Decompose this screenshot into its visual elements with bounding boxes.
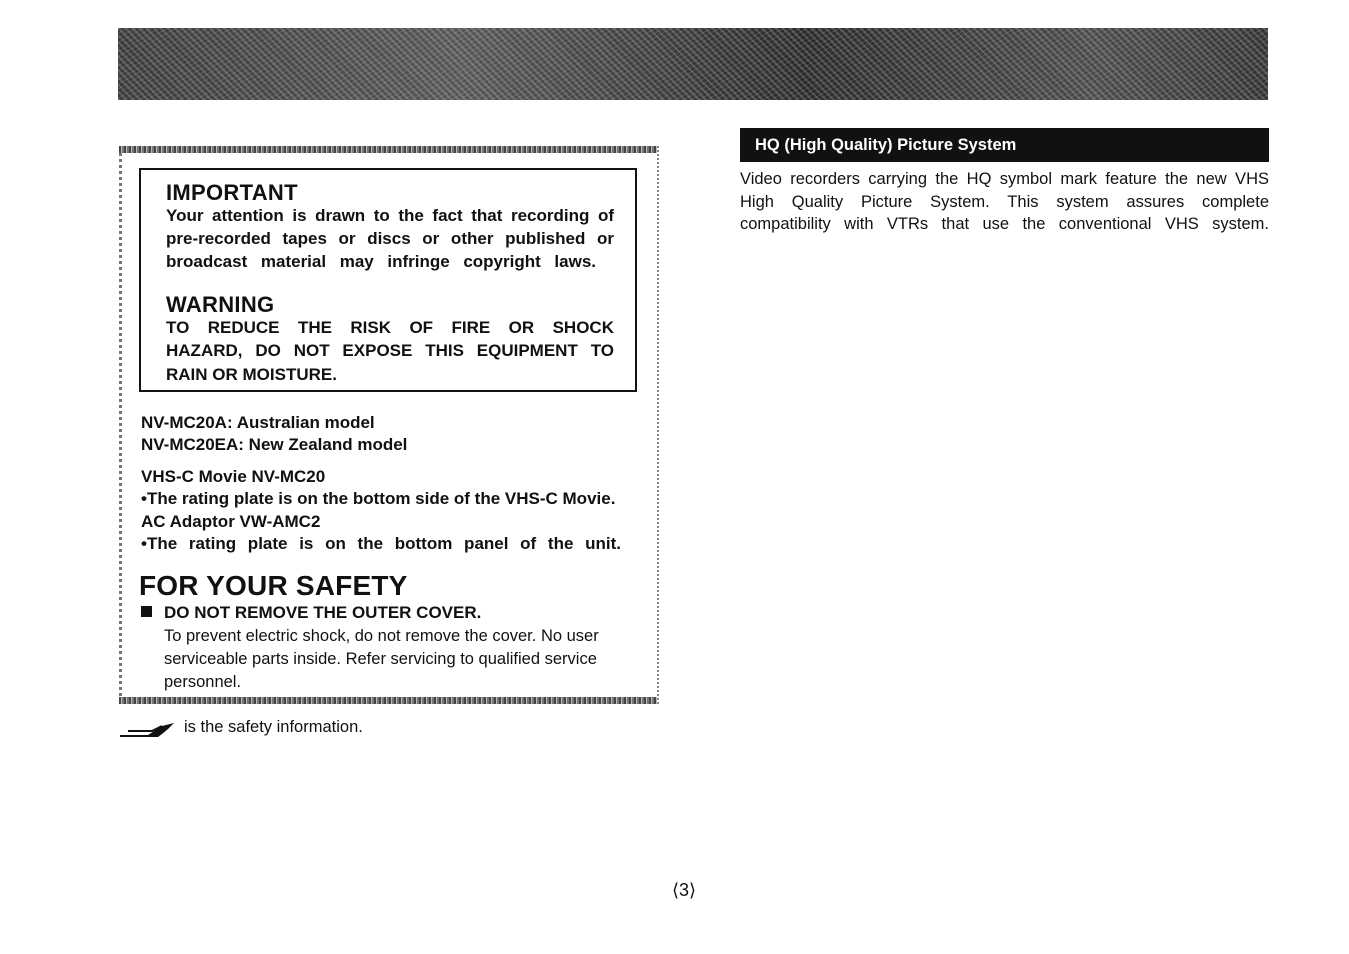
safety-heading: FOR YOUR SAFETY (139, 570, 408, 601)
page-number: ⟨3⟩ (672, 880, 697, 900)
decorative-banner (118, 28, 1268, 100)
hq-line-1: Video recorders carrying the HQ symbol mark feature the new VHS (740, 170, 1269, 188)
hq-line-3: compatibility with VTRs that use the conventional VHS system. (740, 215, 1269, 233)
safety-subheading: DO NOT REMOVE THE OUTER COVER. (164, 603, 482, 622)
hq-line-2: High Quality Picture System. This system assures complete (740, 193, 1269, 211)
frame-top-border (119, 146, 657, 153)
frame-bottom-border (119, 697, 657, 704)
safety-note: is the safety information. (184, 718, 363, 736)
safety-symbol-icon (118, 720, 176, 740)
rating-note-2: •The rating plate is on the bottom panel of the unit. (141, 534, 621, 553)
warning-heading: WARNING (166, 292, 275, 317)
safety-line-1: To prevent electric shock, do not remove the cover. No user (164, 627, 599, 645)
important-line-3: broadcast material may infringe copyright laws. (166, 252, 596, 271)
important-heading: IMPORTANT (166, 180, 298, 205)
hq-section-header: HQ (High Quality) Picture System (740, 128, 1269, 162)
warning-line-1: TO REDUCE THE RISK OF FIRE OR SHOCK (166, 318, 614, 337)
warning-line-2: HAZARD, DO NOT EXPOSE THIS EQUIPMENT TO (166, 341, 614, 360)
rating-product-2: AC Adaptor VW-AMC2 (141, 512, 321, 531)
model-new-zealand: NV-MC20EA: New Zealand model (141, 435, 408, 454)
model-australia: NV-MC20A: Australian model (141, 413, 375, 432)
warning-line-3: RAIN OR MOISTURE. (166, 365, 337, 384)
rating-note-1: •The rating plate is on the bottom side of the VHS-C Movie. (141, 489, 616, 508)
important-line-2: pre-recorded tapes or discs or other published or (166, 229, 614, 248)
square-bullet-icon (141, 606, 152, 617)
safety-line-3: personnel. (164, 673, 242, 691)
rating-product-1: VHS-C Movie NV-MC20 (141, 467, 326, 486)
important-line-1: Your attention is drawn to the fact that recording of (166, 206, 614, 225)
safety-line-2: serviceable parts inside. Refer servicing to qualified service (164, 650, 597, 668)
